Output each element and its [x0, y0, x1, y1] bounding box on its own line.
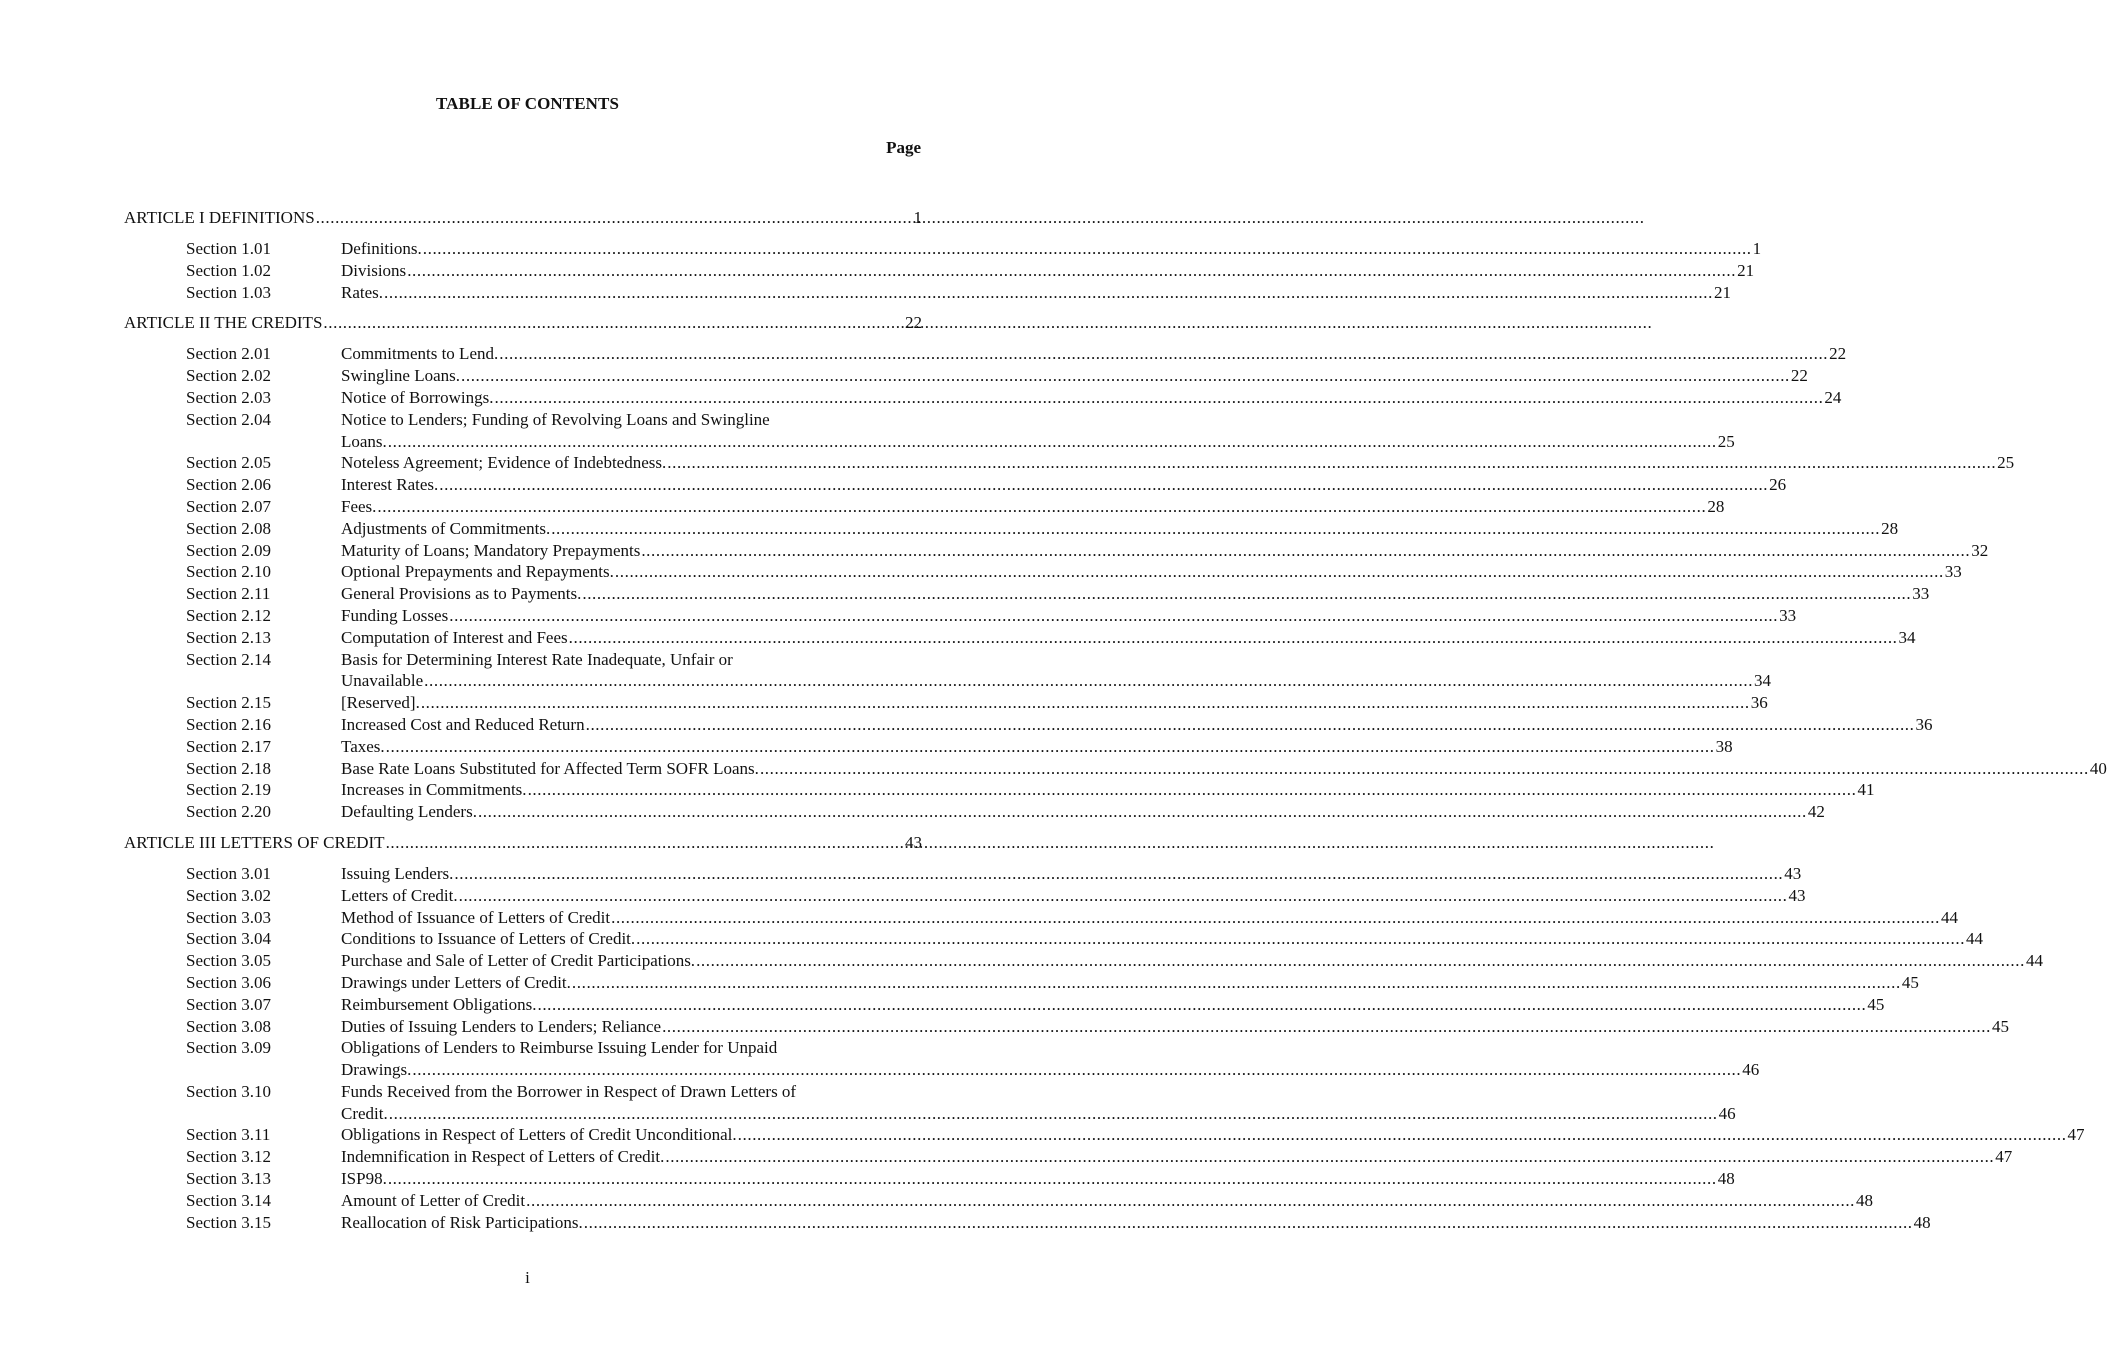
section-page-number: 1: [1752, 239, 1762, 258]
dot-leader: [386, 736, 1715, 758]
dot-leader: [665, 1146, 1994, 1168]
section-page-number: 48: [1913, 1212, 1931, 1232]
toc-section-entry[interactable]: [124, 260, 1755, 282]
toc-section-entry[interactable]: [124, 409, 1735, 453]
section-title: Drawings under Letters of Credit.: [341, 972, 571, 992]
section-title: Increased Cost and Reduced Return: [341, 714, 585, 734]
dot-leader: [384, 282, 1713, 304]
section-body: [341, 561, 1962, 583]
section-line: [341, 282, 1731, 304]
section-number: Section 2.01: [186, 344, 271, 364]
section-title: Definitions.: [341, 239, 422, 258]
section-line: [341, 692, 1768, 714]
toc-section-entry[interactable]: [124, 540, 1989, 562]
section-body: [341, 950, 2043, 972]
section-number: Section 2.20: [186, 802, 271, 822]
section-body: [341, 736, 1733, 758]
section-body: [341, 387, 1841, 409]
section-body: [341, 583, 1929, 605]
section-list: [124, 863, 2085, 1234]
toc-section-entry[interactable]: [124, 885, 1806, 907]
section-page-number: 25: [1997, 453, 2015, 473]
section-number: Section 2.02: [186, 366, 271, 386]
toc-section-entry[interactable]: [124, 928, 1984, 950]
dot-leader: [582, 583, 1911, 605]
toc-article-entry[interactable]: [124, 311, 922, 334]
section-line: [341, 649, 1771, 671]
section-page-number: 44: [1941, 907, 1958, 927]
section-page-number: 42: [1807, 802, 1825, 822]
section-page-number: 46: [1742, 1060, 1760, 1080]
section-body: [341, 907, 1958, 929]
footer-page-number: i: [525, 1268, 530, 1287]
section-number: Section 3.13: [186, 1169, 271, 1189]
section-body: [341, 1146, 2012, 1168]
section-title: General Provisions as to Payments.: [341, 584, 582, 604]
dot-leader: [388, 1168, 1717, 1190]
section-line: [341, 540, 1988, 562]
dot-leader: [449, 605, 1778, 627]
section-line: [341, 714, 1933, 736]
section-title: ISP98.: [341, 1169, 387, 1189]
article-label: ARTICLE III LETTERS OF CREDIT: [124, 832, 385, 852]
toc-section-entry[interactable]: [124, 1124, 2085, 1146]
section-body: [341, 452, 2014, 474]
dot-leader: [439, 474, 1768, 496]
section-page-number: 46: [1718, 1103, 1736, 1123]
section-page-number: 41: [1857, 780, 1875, 800]
section-title: Amount of Letter of Credit: [341, 1190, 526, 1210]
section-title: Loans.: [341, 431, 387, 451]
toc-section-entry[interactable]: [124, 714, 1933, 736]
dot-leader: [412, 1059, 1741, 1081]
section-number: Section 2.14: [186, 649, 271, 669]
section-body: [341, 627, 1916, 649]
section-title: Fees.: [341, 496, 377, 516]
section-line: [341, 1190, 1873, 1212]
dot-leader: [526, 1190, 1855, 1212]
section-line: [341, 1146, 2012, 1168]
section-title: Adjustments of Commitments.: [341, 518, 551, 538]
dot-leader: [528, 779, 1857, 801]
article-label: ARTICLE II THE CREDITS: [124, 313, 323, 333]
section-number: Section 2.09: [186, 540, 271, 560]
section-number: Section 2.19: [186, 780, 271, 800]
section-title: Obligations of Lenders to Reimburse Issuing Lender for Unpaid: [341, 1038, 778, 1058]
toc-section-entry[interactable]: [124, 736, 1733, 758]
dot-leader: [478, 801, 1807, 823]
dot-leader: [586, 714, 1915, 736]
section-line: [341, 1081, 1736, 1103]
dot-leader: [641, 540, 1970, 562]
section-title: Commitments to Lend.: [341, 344, 499, 364]
toc-section-entry[interactable]: [124, 1168, 1735, 1190]
dot-leader: [454, 863, 1783, 885]
dot-leader: [461, 365, 1790, 387]
section-line: [341, 518, 1898, 540]
section-line: [341, 972, 1919, 994]
section-title: Interest Rates.: [341, 475, 439, 495]
toc-section-entry[interactable]: [124, 1190, 1874, 1212]
dot-leader: [421, 692, 1750, 714]
section-title: Computation of Interest and Fees: [341, 627, 568, 647]
section-page-number: 36: [1750, 693, 1768, 713]
dot-leader: [423, 238, 1752, 260]
section-number: Section 3.12: [186, 1147, 271, 1167]
section-number: Section 3.03: [186, 907, 271, 927]
section-body: [341, 972, 1919, 994]
dot-leader: [424, 670, 1753, 692]
section-title: Rates.: [341, 282, 384, 302]
section-title: Base Rate Loans Substituted for Affected Term SOFR Loans.: [341, 758, 759, 778]
section-number: Section 2.04: [186, 409, 271, 429]
toc-section-entry[interactable]: [124, 365, 1808, 387]
section-title: Notice of Borrowings.: [341, 387, 494, 407]
section-body: [341, 343, 1846, 365]
section-page-number: 33: [1944, 562, 1962, 582]
section-page-number: 36: [1915, 714, 1933, 734]
section-page-number: 28: [1707, 496, 1725, 516]
toc-section-entry[interactable]: [124, 972, 1919, 994]
section-title: Funding Losses: [341, 605, 449, 625]
section-number: Section 2.07: [186, 496, 271, 516]
section-page-number: 34: [1898, 627, 1916, 647]
section-line: [341, 1103, 1736, 1125]
article-page-number: 22: [905, 313, 922, 333]
section-title: Drawings.: [341, 1060, 412, 1080]
section-number: Section 3.08: [186, 1016, 271, 1036]
section-line: [341, 994, 1884, 1016]
section-page-number: 21: [1737, 260, 1755, 280]
article-label: ARTICLE I DEFINITIONS: [124, 208, 315, 227]
toc-section-entry[interactable]: [124, 238, 1762, 260]
table-of-contents: [124, 206, 2107, 1241]
section-line: [341, 238, 1761, 260]
section-body: [341, 282, 1731, 304]
section-title: Purchase and Sale of Letter of Credit Participations.: [341, 951, 696, 971]
section-page-number: 32: [1971, 540, 1989, 560]
toc-section-entry[interactable]: [124, 907, 1958, 929]
section-line: [341, 605, 1796, 627]
section-title: Basis for Determining Interest Rate Inadequate, Unfair or: [341, 649, 733, 669]
section-title: Indemnification in Respect of Letters of Credit.: [341, 1147, 665, 1167]
section-list: [124, 343, 2107, 823]
toc-section-entry[interactable]: [124, 518, 1899, 540]
section-line: [341, 758, 2107, 780]
dot-leader: [738, 1124, 2067, 1146]
section-title: Conditions to Issuance of Letters of Credit.: [341, 929, 636, 949]
section-title: Maturity of Loans; Mandatory Prepayments: [341, 540, 641, 560]
section-page-number: 43: [1784, 863, 1802, 883]
section-body: [341, 779, 1874, 801]
section-line: [341, 1059, 1759, 1081]
section-line: [341, 452, 2014, 474]
section-body: [341, 994, 1884, 1016]
section-line: [341, 801, 1825, 823]
section-number: Section 2.05: [186, 453, 271, 473]
section-number: Section 2.12: [186, 605, 271, 625]
section-title: Optional Prepayments and Repayments.: [341, 562, 614, 582]
section-page-number: 47: [2067, 1125, 2085, 1145]
section-number: Section 3.06: [186, 972, 271, 992]
section-body: [341, 1081, 1736, 1125]
section-title: Unavailable: [341, 671, 424, 691]
section-line: [341, 496, 1724, 518]
section-page-number: 44: [2025, 951, 2043, 971]
section-line: [341, 1037, 1759, 1059]
section-page-number: 33: [1912, 584, 1930, 604]
section-title: Method of Issuance of Letters of Credit: [341, 907, 611, 927]
section-body: [341, 649, 1771, 693]
section-line: [341, 365, 1808, 387]
section-page-number: 22: [1790, 366, 1808, 386]
toc-section-entry[interactable]: [124, 605, 1797, 627]
section-body: [341, 863, 1801, 885]
section-page-number: 47: [1995, 1147, 2013, 1167]
section-page-number: 45: [1867, 994, 1885, 1014]
section-number: Section 2.16: [186, 714, 271, 734]
dot-leader: [388, 431, 1717, 453]
dot-leader: [696, 950, 2025, 972]
section-list: [124, 238, 1762, 303]
section-line: [341, 561, 1962, 583]
section-title: Funds Received from the Borrower in Respect of Drawn Letters of: [341, 1081, 797, 1101]
section-body: [341, 474, 1786, 496]
dot-leader: [551, 518, 1880, 540]
toc-section-entry[interactable]: [124, 1212, 1931, 1234]
section-page-number: 48: [1717, 1169, 1735, 1189]
dot-leader: [377, 496, 1706, 518]
section-line: [341, 736, 1733, 758]
section-line: [341, 779, 1874, 801]
section-line: [341, 670, 1771, 692]
section-line: [341, 409, 1735, 431]
dot-leader: [615, 561, 1944, 583]
toc-article-entry[interactable]: [124, 831, 922, 854]
section-body: [341, 1212, 1931, 1234]
toc-section-entry[interactable]: [124, 758, 2107, 780]
section-title: Increases in Commitments.: [341, 780, 527, 800]
section-number: Section 2.13: [186, 627, 271, 647]
dot-leader: [611, 907, 1940, 929]
section-number: Section 3.11: [186, 1125, 271, 1145]
toc-section-entry[interactable]: [124, 452, 2015, 474]
toc-section-entry[interactable]: [124, 1146, 2013, 1168]
dot-leader: [459, 885, 1788, 907]
toc-section-entry[interactable]: [124, 282, 1731, 304]
section-number: Section 2.10: [186, 562, 271, 582]
section-body: [341, 238, 1761, 260]
toc-section-entry[interactable]: [124, 583, 1930, 605]
section-body: [341, 409, 1735, 453]
toc-section-entry[interactable]: [124, 649, 1772, 693]
section-line: [341, 863, 1801, 885]
section-number: Section 2.08: [186, 518, 271, 538]
section-page-number: 21: [1713, 282, 1731, 302]
section-number: Section 3.14: [186, 1190, 271, 1210]
section-line: [341, 343, 1846, 365]
dot-leader: [760, 758, 2089, 780]
section-number: Section 2.17: [186, 736, 271, 756]
section-title: Letters of Credit.: [341, 885, 458, 905]
section-page-number: 45: [1901, 972, 1919, 992]
toc-section-entry[interactable]: [124, 692, 1768, 714]
section-title: [Reserved].: [341, 693, 420, 713]
dot-leader: [662, 1016, 1991, 1038]
section-page-number: 34: [1754, 671, 1772, 691]
section-page-number: 43: [1788, 885, 1806, 905]
toc-section-entry[interactable]: [124, 561, 1962, 583]
section-page-number: 48: [1856, 1190, 1874, 1210]
toc-section-entry[interactable]: [124, 1016, 2009, 1038]
section-body: [341, 1016, 2009, 1038]
section-number: Section 1.02: [186, 260, 271, 280]
section-body: [341, 714, 1933, 736]
section-line: [341, 431, 1735, 453]
section-title: Reimbursement Obligations.: [341, 994, 537, 1014]
section-line: [341, 260, 1754, 282]
section-number: Section 3.05: [186, 951, 271, 971]
dot-leader: [407, 260, 1736, 282]
section-number: Section 2.03: [186, 387, 271, 407]
section-body: [341, 692, 1768, 714]
dot-leader: [389, 1103, 1718, 1125]
section-title: Issuing Lenders.: [341, 863, 454, 883]
section-body: [341, 1124, 2085, 1146]
section-number: Section 2.15: [186, 693, 271, 713]
section-number: Section 3.07: [186, 994, 271, 1014]
section-title: Noteless Agreement; Evidence of Indebtedness.: [341, 453, 667, 473]
section-body: [341, 260, 1754, 282]
dot-leader: [495, 387, 1824, 409]
toc-section-entry[interactable]: [124, 994, 1885, 1016]
section-title: Obligations in Respect of Letters of Credit Unconditional.: [341, 1125, 737, 1145]
section-title: Reallocation of Risk Participations.: [341, 1212, 583, 1232]
section-body: [341, 1037, 1759, 1081]
toc-section-entry[interactable]: [124, 801, 1825, 823]
section-title: Swingline Loans.: [341, 366, 460, 386]
section-page-number: 24: [1824, 387, 1842, 407]
section-number: Section 2.06: [186, 475, 271, 495]
section-number: Section 3.09: [186, 1038, 271, 1058]
section-title: Taxes.: [341, 736, 385, 756]
section-page-number: 25: [1717, 431, 1735, 451]
section-title: Duties of Issuing Lenders to Lenders; Reliance: [341, 1016, 662, 1036]
section-body: [341, 885, 1806, 907]
section-title: Divisions: [341, 260, 407, 280]
section-line: [341, 928, 1983, 950]
article-page-number: 43: [905, 832, 922, 852]
section-page-number: 44: [1966, 929, 1984, 949]
section-page-number: 28: [1881, 518, 1899, 538]
page-title: TABLE OF CONTENTS: [435, 94, 620, 113]
toc-section-entry[interactable]: [124, 627, 1916, 649]
section-line: [341, 1124, 2085, 1146]
section-number: Section 3.15: [186, 1212, 271, 1232]
toc-section-entry[interactable]: [124, 474, 1787, 496]
section-line: [341, 1016, 2009, 1038]
section-body: [341, 1190, 1873, 1212]
toc-section-entry[interactable]: [124, 950, 2043, 972]
section-line: [341, 885, 1806, 907]
section-body: [341, 365, 1808, 387]
toc-section-entry[interactable]: [124, 496, 1725, 518]
page-column-label: Page: [886, 138, 921, 157]
dot-leader: [386, 831, 904, 854]
section-number: Section 1.03: [186, 282, 271, 302]
section-body: [341, 605, 1796, 627]
section-body: [341, 540, 1988, 562]
section-page-number: 40: [2089, 758, 2107, 778]
dot-leader: [569, 627, 1898, 649]
section-body: [341, 518, 1898, 540]
section-body: [341, 928, 1983, 950]
toc-article-entry[interactable]: [124, 206, 922, 229]
section-page-number: 38: [1715, 736, 1733, 756]
section-line: [341, 387, 1841, 409]
toc-section-entry[interactable]: [124, 343, 1847, 365]
toc-section-entry[interactable]: [124, 387, 1842, 409]
toc-section-entry[interactable]: [124, 1081, 1736, 1125]
section-page-number: 33: [1779, 605, 1797, 625]
dot-leader: [323, 311, 904, 334]
section-page-number: 26: [1769, 475, 1787, 495]
section-number: Section 2.18: [186, 758, 271, 778]
section-title: Defaulting Lenders.: [341, 802, 477, 822]
section-line: [341, 583, 1929, 605]
section-number: Section 2.11: [186, 584, 271, 604]
article-page-number: 1: [913, 208, 922, 227]
section-body: [341, 801, 1825, 823]
section-number: Section 3.10: [186, 1081, 271, 1101]
section-body: [341, 496, 1724, 518]
toc-section-entry[interactable]: [124, 863, 1802, 885]
section-number: Section 3.01: [186, 863, 271, 883]
section-body: [341, 1168, 1735, 1190]
toc-section-entry[interactable]: [124, 1037, 1760, 1081]
section-line: [341, 907, 1958, 929]
section-line: [341, 950, 2043, 972]
section-number: Section 1.01: [186, 239, 271, 258]
section-number: Section 3.04: [186, 929, 271, 949]
dot-leader: [537, 994, 1866, 1016]
section-line: [341, 1168, 1735, 1190]
dot-leader: [636, 928, 1965, 950]
section-title: Credit.: [341, 1103, 388, 1123]
toc-section-entry[interactable]: [124, 779, 1875, 801]
section-line: [341, 1212, 1931, 1234]
section-body: [341, 758, 2107, 780]
dot-leader: [667, 452, 1996, 474]
section-title: Notice to Lenders; Funding of Revolving Loans and Swingline: [341, 409, 770, 429]
section-number: Section 3.02: [186, 885, 271, 905]
dot-leader: [316, 206, 913, 229]
dot-leader: [499, 343, 1828, 365]
dot-leader: [584, 1212, 1913, 1234]
section-line: [341, 474, 1786, 496]
section-page-number: 45: [1991, 1016, 2009, 1036]
dot-leader: [572, 972, 1901, 994]
section-line: [341, 627, 1916, 649]
section-page-number: 22: [1829, 344, 1847, 364]
